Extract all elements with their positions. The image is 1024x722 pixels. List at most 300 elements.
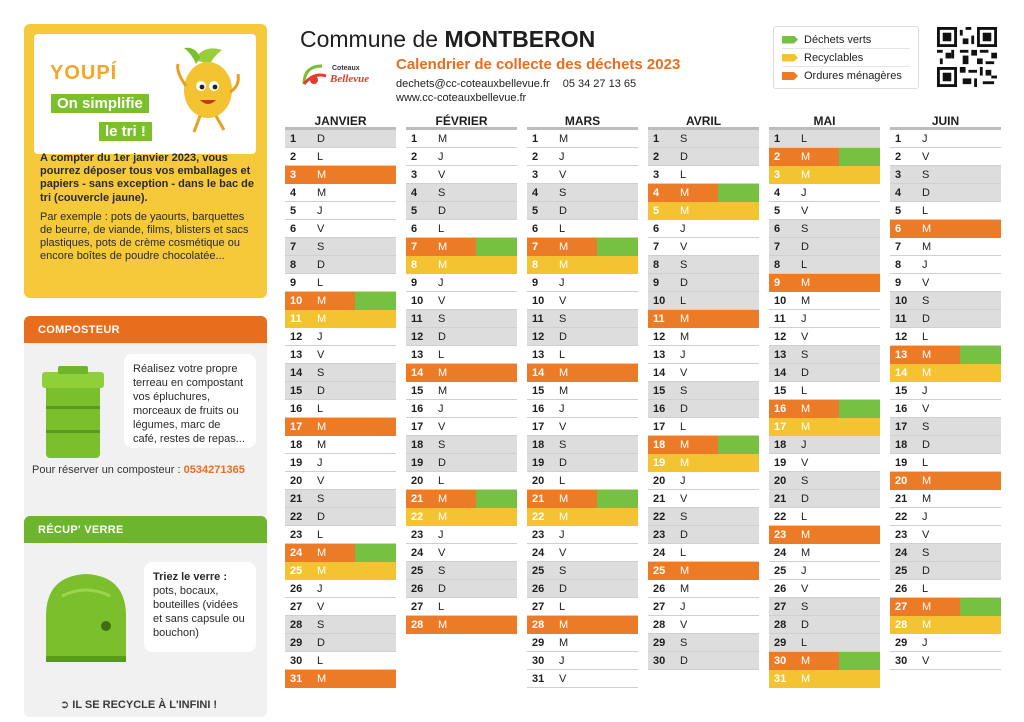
day-row xyxy=(285,274,396,292)
day-row xyxy=(648,508,759,526)
day-number: 23 xyxy=(411,528,424,541)
day-weekday: M xyxy=(922,348,932,361)
day-row xyxy=(285,508,396,526)
day-number: 14 xyxy=(411,366,424,379)
legend-label: Ordures ménagères xyxy=(804,70,902,82)
day-number: 4 xyxy=(895,186,902,199)
day-row xyxy=(769,526,880,544)
green-waste-marker xyxy=(718,184,759,202)
day-weekday: D xyxy=(559,456,567,469)
day-number: 24 xyxy=(290,546,303,559)
day-number: 22 xyxy=(411,510,424,523)
day-number: 12 xyxy=(532,330,545,343)
day-number: 3 xyxy=(653,168,660,181)
day-weekday: J xyxy=(922,384,928,397)
day-row xyxy=(890,328,1001,346)
day-number: 16 xyxy=(290,402,303,415)
day-weekday: M xyxy=(559,618,569,631)
day-number: 10 xyxy=(411,294,424,307)
day-weekday: J xyxy=(317,330,323,343)
day-row xyxy=(527,418,638,436)
day-row xyxy=(890,454,1001,472)
day-number: 5 xyxy=(290,204,297,217)
day-weekday: M xyxy=(317,186,327,199)
calendar-subtitle: Calendrier de collecte des déchets 2023 xyxy=(396,56,681,73)
day-row xyxy=(890,220,1001,238)
day-number: 9 xyxy=(411,276,418,289)
day-row xyxy=(648,346,759,364)
day-weekday: M xyxy=(801,420,811,433)
day-weekday: D xyxy=(438,456,446,469)
day-row xyxy=(648,616,759,634)
day-row xyxy=(527,634,638,652)
day-number: 27 xyxy=(895,600,908,613)
day-row xyxy=(890,598,1001,616)
day-number: 15 xyxy=(653,384,666,397)
day-row xyxy=(527,148,638,166)
day-weekday: J xyxy=(438,402,444,415)
day-row xyxy=(285,652,396,670)
day-number: 5 xyxy=(532,204,539,217)
day-weekday: M xyxy=(438,384,448,397)
day-weekday: D xyxy=(559,330,567,343)
day-row xyxy=(769,670,880,688)
day-weekday: M xyxy=(680,456,690,469)
day-weekday: V xyxy=(438,168,446,181)
day-number: 8 xyxy=(411,258,418,271)
day-number: 10 xyxy=(774,294,787,307)
day-weekday: J xyxy=(559,276,565,289)
day-row xyxy=(406,238,517,256)
day-number: 8 xyxy=(895,258,902,271)
day-weekday: M xyxy=(922,240,932,253)
day-number: 9 xyxy=(653,276,660,289)
day-row xyxy=(890,490,1001,508)
day-row xyxy=(406,148,517,166)
day-weekday: S xyxy=(922,168,930,181)
day-number: 10 xyxy=(532,294,545,307)
day-number: 21 xyxy=(290,492,303,505)
day-number: 3 xyxy=(411,168,418,181)
day-weekday: S xyxy=(680,132,688,145)
day-row xyxy=(285,634,396,652)
day-number: 6 xyxy=(411,222,418,235)
day-weekday: J xyxy=(680,600,686,613)
contact-info xyxy=(396,77,636,105)
day-row xyxy=(406,454,517,472)
day-weekday: L xyxy=(801,258,808,271)
day-row xyxy=(648,238,759,256)
day-number: 4 xyxy=(290,186,297,199)
day-weekday: J xyxy=(559,150,565,163)
day-weekday: M xyxy=(922,600,932,613)
day-number: 6 xyxy=(532,222,539,235)
day-number: 7 xyxy=(411,240,418,253)
day-weekday: S xyxy=(317,618,325,631)
day-number: 21 xyxy=(774,492,787,505)
day-weekday: V xyxy=(438,546,446,559)
day-row xyxy=(406,580,517,598)
verre-bubble xyxy=(144,562,256,652)
recycle-arrow-icon: ➲ xyxy=(60,699,70,711)
day-number: 14 xyxy=(895,366,908,379)
day-row xyxy=(769,562,880,580)
verre-bubble-title: Triez le verre : xyxy=(153,571,227,583)
youpi-title: YOUPÍ xyxy=(50,62,118,84)
day-number: 14 xyxy=(532,366,545,379)
day-number: 3 xyxy=(895,168,902,181)
day-row xyxy=(890,382,1001,400)
day-weekday: M xyxy=(559,384,569,397)
green-waste-marker xyxy=(355,292,396,310)
day-weekday: S xyxy=(922,294,930,307)
day-number: 13 xyxy=(532,348,545,361)
day-row xyxy=(648,292,759,310)
day-weekday: D xyxy=(922,186,930,199)
day-number: 2 xyxy=(411,150,418,163)
day-row xyxy=(769,310,880,328)
day-weekday: M xyxy=(438,132,448,145)
day-number: 21 xyxy=(653,492,666,505)
day-weekday: M xyxy=(317,420,327,433)
day-weekday: V xyxy=(801,204,809,217)
day-weekday: L xyxy=(680,420,687,433)
day-row xyxy=(890,256,1001,274)
day-number: 27 xyxy=(290,600,303,613)
day-weekday: M xyxy=(680,312,690,325)
day-row xyxy=(285,346,396,364)
day-row xyxy=(769,454,880,472)
month-column xyxy=(527,110,638,688)
day-number: 11 xyxy=(653,312,665,325)
day-weekday: S xyxy=(438,312,446,325)
day-weekday: J xyxy=(680,474,686,487)
day-weekday: L xyxy=(922,456,929,469)
day-row xyxy=(527,562,638,580)
day-number: 16 xyxy=(532,402,545,415)
day-number: 8 xyxy=(290,258,297,271)
day-weekday: V xyxy=(922,528,930,541)
day-row xyxy=(648,562,759,580)
day-weekday: S xyxy=(801,348,809,361)
day-row xyxy=(406,526,517,544)
day-weekday: M xyxy=(680,564,690,577)
day-number: 12 xyxy=(774,330,787,343)
day-row xyxy=(890,418,1001,436)
day-weekday: M xyxy=(801,528,811,541)
day-weekday: J xyxy=(801,186,807,199)
day-weekday: L xyxy=(680,546,687,559)
day-weekday: J xyxy=(438,528,444,541)
day-row xyxy=(648,382,759,400)
day-row xyxy=(890,346,1001,364)
day-row xyxy=(285,436,396,454)
day-row xyxy=(769,436,880,454)
day-number: 10 xyxy=(290,294,303,307)
day-number: 14 xyxy=(774,366,787,379)
day-row xyxy=(769,634,880,652)
day-number: 2 xyxy=(774,150,781,163)
day-number: 25 xyxy=(774,564,787,577)
day-weekday: S xyxy=(922,546,930,559)
website-link[interactable]: www.cc-coteauxbellevue.fr xyxy=(396,92,527,104)
day-row xyxy=(769,202,880,220)
month-header: MARS xyxy=(527,110,638,130)
day-weekday: D xyxy=(438,330,446,343)
day-number: 19 xyxy=(532,456,545,469)
day-number: 14 xyxy=(290,366,303,379)
reserve-phone[interactable]: 0534271365 xyxy=(183,464,245,476)
day-number: 13 xyxy=(774,348,787,361)
day-number: 19 xyxy=(290,456,303,469)
day-weekday: S xyxy=(317,492,325,505)
day-weekday: S xyxy=(559,564,567,577)
day-number: 29 xyxy=(532,636,545,649)
day-weekday: M xyxy=(680,204,690,217)
day-number: 8 xyxy=(532,258,539,271)
day-weekday: D xyxy=(438,582,446,595)
day-weekday: M xyxy=(438,618,448,631)
day-number: 30 xyxy=(532,654,545,667)
day-row xyxy=(285,544,396,562)
day-weekday: D xyxy=(922,438,930,451)
day-weekday: J xyxy=(801,564,807,577)
day-number: 23 xyxy=(653,528,666,541)
day-weekday: L xyxy=(801,636,808,649)
day-weekday: M xyxy=(438,492,448,505)
day-row xyxy=(527,310,638,328)
day-weekday: D xyxy=(680,402,688,415)
logo-bellevue-text: Bellevue xyxy=(330,73,370,85)
page-title xyxy=(300,26,595,53)
day-row xyxy=(527,652,638,670)
day-number: 28 xyxy=(895,618,908,631)
day-number: 15 xyxy=(411,384,424,397)
day-number: 20 xyxy=(411,474,424,487)
day-row xyxy=(527,400,638,418)
day-row xyxy=(890,436,1001,454)
day-number: 28 xyxy=(653,618,666,631)
day-number: 1 xyxy=(774,132,781,145)
day-weekday: V xyxy=(438,294,446,307)
month-column xyxy=(769,110,880,688)
day-row xyxy=(406,220,517,238)
day-weekday: D xyxy=(801,618,809,631)
legend-swatch-green xyxy=(782,36,798,44)
qr-code-icon[interactable] xyxy=(937,27,997,87)
day-weekday: D xyxy=(801,240,809,253)
day-row xyxy=(769,130,880,148)
day-weekday: M xyxy=(317,564,327,577)
day-number: 12 xyxy=(653,330,666,343)
day-weekday: V xyxy=(559,168,567,181)
day-number: 9 xyxy=(774,276,781,289)
day-row xyxy=(406,256,517,274)
day-weekday: D xyxy=(801,366,809,379)
day-weekday: S xyxy=(559,186,567,199)
day-number: 26 xyxy=(895,582,908,595)
day-weekday: M xyxy=(317,294,327,307)
day-row xyxy=(527,544,638,562)
day-weekday: J xyxy=(680,222,686,235)
composteur-bubble: Réalisez votre propre terreau en compostant vos épluchures, morceaux de fruits ou légumes, marc de café, restes de repas... xyxy=(124,354,256,448)
day-row xyxy=(769,328,880,346)
day-row xyxy=(285,238,396,256)
day-row xyxy=(648,310,759,328)
day-weekday: M xyxy=(680,330,690,343)
green-waste-marker xyxy=(476,490,517,508)
day-number: 15 xyxy=(774,384,787,397)
day-weekday: D xyxy=(801,492,809,505)
day-row xyxy=(769,292,880,310)
day-number: 18 xyxy=(774,438,787,451)
day-number: 19 xyxy=(895,456,908,469)
day-row xyxy=(769,148,880,166)
day-weekday: M xyxy=(559,636,569,649)
day-row xyxy=(890,292,1001,310)
day-weekday: J xyxy=(922,132,928,145)
day-number: 15 xyxy=(532,384,545,397)
day-weekday: M xyxy=(801,168,811,181)
day-weekday: J xyxy=(317,456,323,469)
day-row xyxy=(527,670,638,688)
day-number: 13 xyxy=(411,348,424,361)
day-number: 27 xyxy=(411,600,424,613)
email-link[interactable]: dechets@cc-coteauxbellevue.fr xyxy=(396,78,550,90)
day-row xyxy=(890,400,1001,418)
day-row xyxy=(890,580,1001,598)
day-row xyxy=(890,184,1001,202)
day-weekday: M xyxy=(559,366,569,379)
day-number: 21 xyxy=(895,492,908,505)
green-waste-marker xyxy=(839,148,880,166)
day-weekday: J xyxy=(922,510,928,523)
day-row xyxy=(648,364,759,382)
day-number: 18 xyxy=(411,438,424,451)
day-number: 16 xyxy=(774,402,787,415)
day-row xyxy=(890,310,1001,328)
youpi-tag-simplifie: On simplifie xyxy=(51,94,149,113)
day-weekday: M xyxy=(801,402,811,415)
day-weekday: J xyxy=(680,348,686,361)
day-row xyxy=(648,220,759,238)
legend-label: Déchets verts xyxy=(804,33,872,46)
day-number: 17 xyxy=(532,420,545,433)
composteur-title: COMPOSTEUR xyxy=(24,316,267,343)
day-number: 7 xyxy=(895,240,902,253)
legend-item-recyclables xyxy=(782,49,910,67)
day-row xyxy=(890,652,1001,670)
day-number: 4 xyxy=(532,186,539,199)
day-number: 12 xyxy=(895,330,908,343)
day-number: 22 xyxy=(895,510,908,523)
day-number: 4 xyxy=(411,186,418,199)
day-row xyxy=(285,256,396,274)
day-number: 6 xyxy=(774,222,781,235)
day-number: 3 xyxy=(774,168,781,181)
day-weekday: V xyxy=(559,420,567,433)
day-number: 26 xyxy=(290,582,303,595)
day-row xyxy=(406,382,517,400)
month-header: JUIN xyxy=(890,110,1001,130)
glass-container-icon xyxy=(40,566,132,666)
day-row xyxy=(890,472,1001,490)
day-weekday: V xyxy=(801,330,809,343)
day-weekday: V xyxy=(559,672,567,685)
day-weekday: L xyxy=(801,384,808,397)
day-row xyxy=(890,562,1001,580)
day-number: 23 xyxy=(290,528,303,541)
composteur-reserve xyxy=(32,464,245,476)
day-weekday: J xyxy=(317,582,323,595)
day-number: 27 xyxy=(774,600,787,613)
day-weekday: D xyxy=(922,564,930,577)
day-number: 27 xyxy=(653,600,666,613)
day-number: 19 xyxy=(774,456,787,469)
day-weekday: D xyxy=(317,510,325,523)
day-weekday: D xyxy=(317,258,325,271)
day-weekday: M xyxy=(801,546,811,559)
day-number: 15 xyxy=(290,384,303,397)
day-number: 20 xyxy=(774,474,787,487)
day-number: 11 xyxy=(411,312,423,325)
day-row xyxy=(648,256,759,274)
day-number: 21 xyxy=(532,492,545,505)
day-row xyxy=(406,184,517,202)
day-weekday: V xyxy=(438,420,446,433)
day-number: 11 xyxy=(774,312,786,325)
day-weekday: V xyxy=(801,456,809,469)
day-weekday: S xyxy=(559,312,567,325)
phone-number[interactable]: 05 34 27 13 65 xyxy=(562,78,637,90)
day-weekday: J xyxy=(559,402,565,415)
day-number: 23 xyxy=(774,528,787,541)
green-waste-marker xyxy=(718,436,759,454)
day-row xyxy=(285,148,396,166)
day-row xyxy=(406,202,517,220)
day-weekday: J xyxy=(559,654,565,667)
day-weekday: V xyxy=(922,402,930,415)
day-row xyxy=(406,274,517,292)
verre-footer-text: IL SE RECYCLE À L'INFINI ! xyxy=(72,699,218,711)
day-row xyxy=(648,544,759,562)
day-number: 24 xyxy=(411,546,424,559)
day-weekday: M xyxy=(801,276,811,289)
day-number: 24 xyxy=(774,546,787,559)
day-number: 18 xyxy=(895,438,908,451)
day-number: 29 xyxy=(774,636,787,649)
legend-label: Recyclables xyxy=(804,51,864,64)
day-weekday: V xyxy=(922,150,930,163)
day-row xyxy=(890,364,1001,382)
day-weekday: V xyxy=(680,240,688,253)
day-row xyxy=(406,598,517,616)
day-number: 17 xyxy=(290,420,303,433)
day-row xyxy=(527,328,638,346)
day-row xyxy=(769,256,880,274)
day-weekday: V xyxy=(317,474,325,487)
day-weekday: S xyxy=(922,420,930,433)
day-row xyxy=(527,490,638,508)
day-row xyxy=(285,472,396,490)
day-row xyxy=(406,130,517,148)
day-weekday: M xyxy=(438,510,448,523)
day-weekday: J xyxy=(559,528,565,541)
day-number: 20 xyxy=(895,474,908,487)
day-number: 19 xyxy=(653,456,666,469)
day-row xyxy=(769,490,880,508)
day-weekday: L xyxy=(438,348,445,361)
